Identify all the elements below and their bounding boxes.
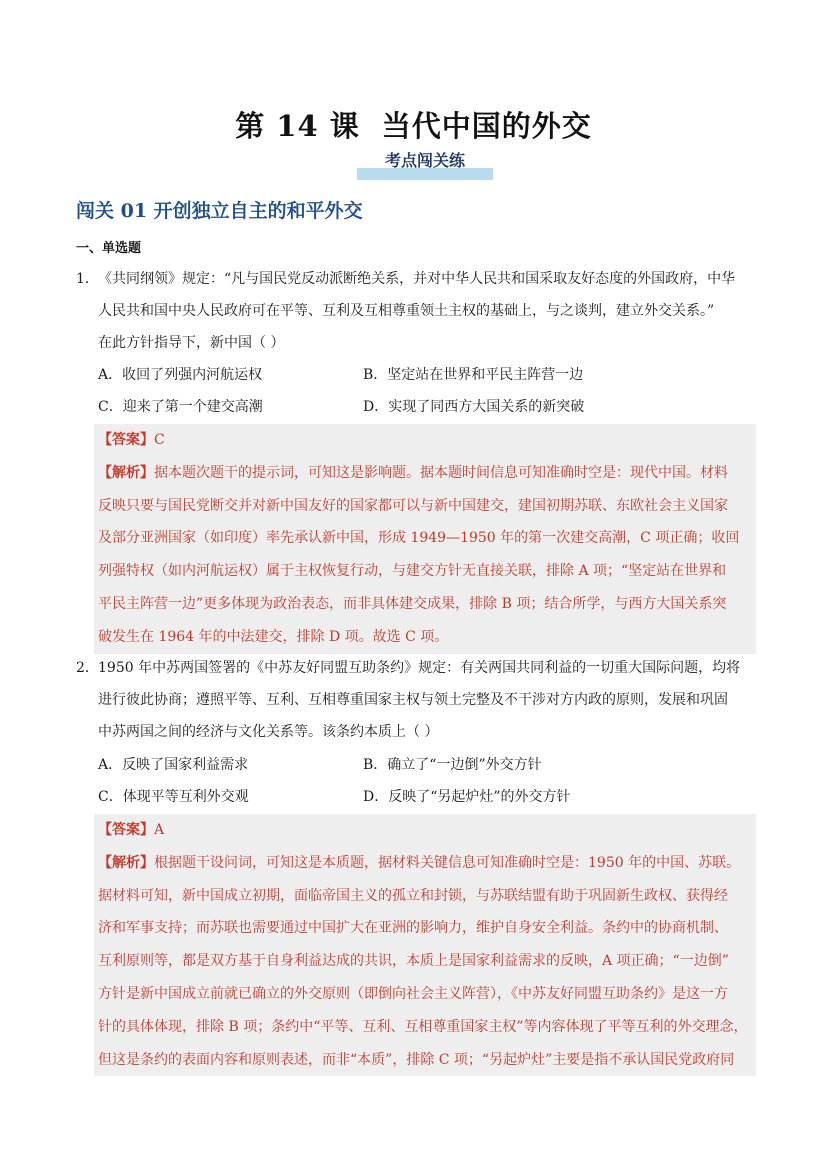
question-1-analysis-line: 破发生在 1964 年的中法建交，排除 D 项。故选 C 项。 — [98, 628, 449, 645]
question-2-option-d: D．反映了“另起炉灶”的外交方针 — [363, 789, 571, 805]
question-2-analysis-line: 济和军事支持；而苏联也需要通过中国扩大在亚洲的影响力，维护自身安全利益。条约中的协商机制、 — [98, 920, 728, 937]
question-1-number: 1． — [76, 271, 99, 287]
question-type-heading: 一、单选题 — [76, 241, 142, 256]
badge-label: 考点闯关练 — [384, 151, 465, 170]
question-2-analysis-line: 但这是条约的表面内容和原则表述，而非“本质”，排除 C 项；“另起炉灶”主要是指不承认国民党政府同 — [98, 1051, 735, 1068]
question-1-analysis-line: 列强特权（如内河航运权）属于主权恢复行动，与建交方针无直接关联，排除 A 项；“坚定站在世界和 — [98, 563, 727, 580]
question-2-option-a: A．反映了国家利益需求 — [98, 757, 249, 773]
question-2-analysis-line: 针的具体体现，排除 B 项；条约中“平等、互利、互相尊重国家主权”等内容体现了平等互利的外交理念， — [98, 1018, 748, 1035]
question-2-line-1: 2．1950 年中苏两国签署的《中苏友好同盟互助条约》规定：有关两国共同利益的一切重大国际问题，均将 — [76, 652, 756, 684]
question-1-line-3: 在此方针指导下，新中国（ ） — [98, 335, 285, 351]
question-1-answer: 【答案】C — [98, 432, 165, 448]
question-2-analysis-line: 【解析】根据题干设问词，可知这是本质题，据材料关键信息可知准确时空是：1950 年的中国、苏联。 — [98, 854, 741, 871]
question-2-option-b: B．确立了“一边倒”外交方针 — [363, 757, 542, 773]
question-2-line-3: 中苏两国之间的经济与文化关系等。该条约本质上（ ） — [98, 724, 439, 740]
question-1-analysis-line: 反映只要与国民党断交并对新中国友好的国家都可以与新中国建交，建国初期苏联、东欧社会主义国家 — [98, 497, 728, 514]
question-2-option-row — [98, 749, 758, 781]
question-2-answer: 【答案】A — [98, 822, 165, 838]
question-2-number: 2． — [76, 660, 99, 676]
question-1-option-row — [98, 391, 758, 423]
question-1-option-c: C．迎来了第一个建交高潮 — [98, 399, 263, 415]
question-1-analysis-line: 【解析】据本题次题干的提示词，可知这是影响题。据本题时间信息可知准确时空是：现代中国。材料 — [98, 464, 728, 481]
question-1-analysis-line: 平民主阵营一边”更多体现为政治表态，而非具体建交成果，排除 B 项；结合所学，与西方大国关系突 — [98, 595, 727, 612]
question-1-option-a: A．收回了列强内河航运权 — [98, 367, 263, 383]
page-title — [0, 104, 827, 145]
question-1-options — [98, 359, 758, 423]
question-1-analysis-line: 及部分亚洲国家（如印度）率先承认新中国，形成 1949—1950 年的第一次建交高潮，C 项正确；收回 — [98, 530, 740, 547]
question-2-analysis-line: 据材料可知，新中国成立初期，面临帝国主义的孤立和封锁，与苏联结盟有助于巩固新生政权、获得经 — [98, 887, 728, 904]
question-2-option-row — [98, 781, 758, 813]
question-2-analysis-line: 互利原则等，都是双方基于自身利益达成的共识，本质上是国家利益需求的反映，A 项正确；“一边倒” — [98, 953, 729, 970]
section-title: 闯关 01 开创独立自主的和平外交 — [76, 200, 363, 222]
question-1-line-2: 人民共和国中央人民政府可在平等、互利及互相尊重领土主权的基础上，与之谈判，建立外交关系。” — [98, 303, 715, 319]
question-2-line-2: 进行彼此协商；遵照平等、互利、互相尊重国家主权与领土完整及不干涉对方内政的原则，发展和巩固 — [98, 692, 728, 708]
question-1-option-b: B．坚定站在世界和平民主阵营一边 — [363, 367, 584, 383]
question-1-line-1: 1．《共同纲领》规定：“凡与国民党反动派断绝关系，并对中华人民共和国采取友好态度的外国政府，中华 — [76, 263, 756, 295]
title-prefix: 第 14 课 — [235, 109, 360, 143]
title-main: 当代中国的外交 — [381, 109, 592, 143]
question-2-stem — [76, 652, 756, 748]
question-2-analysis-line: 方针是新中国成立前就已确立的外交原则（即倒向社会主义阵营），《中苏友好同盟互助条约》是这一方 — [98, 985, 728, 1002]
section-badge — [357, 150, 493, 180]
question-1-answer-box — [94, 424, 756, 654]
question-2-options — [98, 749, 758, 813]
question-1-option-d: D．实现了同西方大国关系的新突破 — [363, 399, 585, 415]
question-2-option-c: C．体现平等互利外交观 — [98, 789, 249, 805]
question-1-option-row — [98, 359, 758, 391]
question-1-stem — [76, 263, 756, 359]
question-2-answer-box — [94, 814, 756, 1076]
